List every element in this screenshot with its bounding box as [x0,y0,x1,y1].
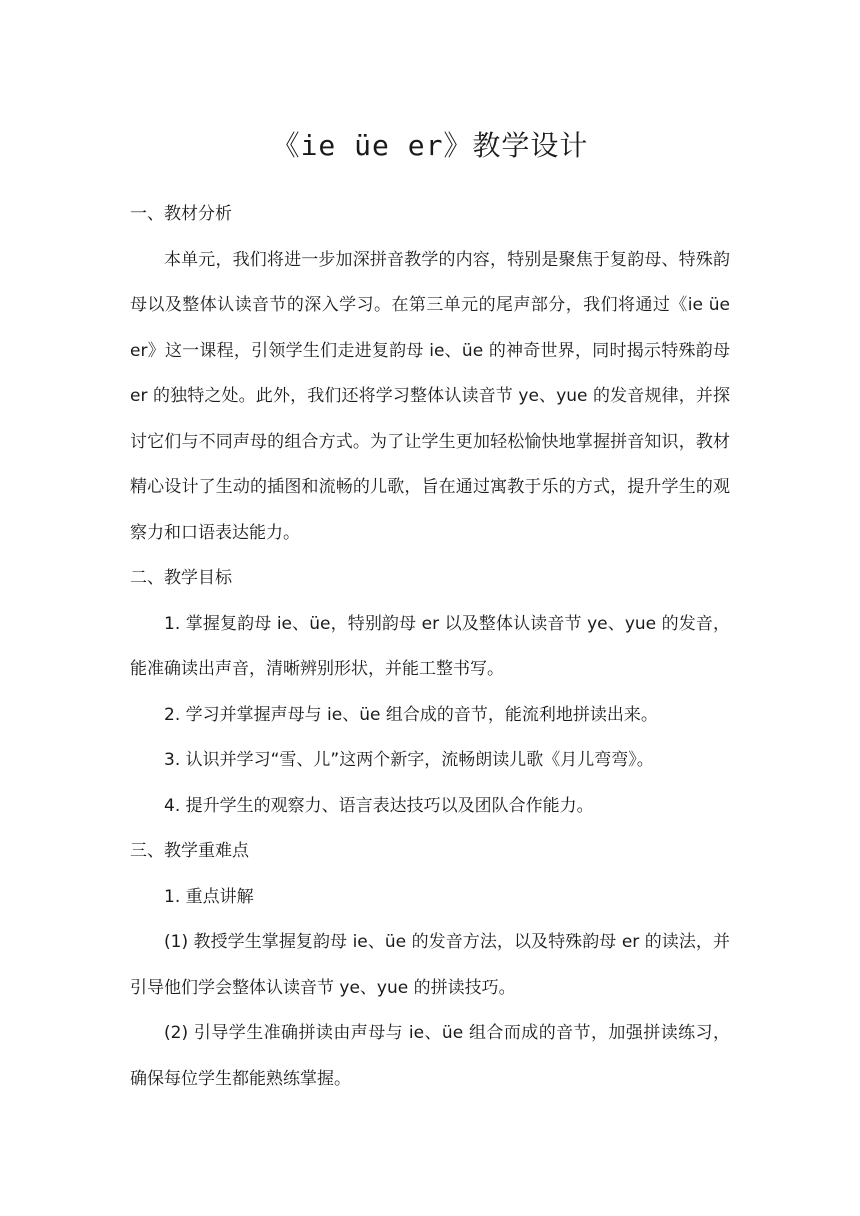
section-heading: 一、教材分析 [130,204,232,224]
section-teaching-objectives [130,556,730,829]
paragraph: 本单元，我们将进一步加深拼音教学的内容，特别是聚焦于复韵母、特殊韵母以及整体认读音节的深入学习。在第三单元的尾声部分，我们将通过《ie üe er》这一课程，引领学生们走进复韵母 ie、üe 的神奇世界，同时揭示特殊韵母 er 的独特之处。此外，我们还将学习整体认读音节 ye、yue 的发音规律，并探讨它们与不同声母的组合方式。为了让学生更加轻松愉快地掌握拼音知识，教材精心设计了生动的插图和流畅的儿歌，旨在通过寓教于乐的方式，提升学生的观察力和口语表达能力。 [130,249,730,543]
paragraph: 1. 重点讲解 [164,886,254,907]
paragraph: (2) 引导学生准确拼读由声母与 ie、üe 组合而成的音节，加强拼读练习，确保每位学生都能熟练掌握。 [130,1023,730,1089]
paragraph: 4. 提升学生的观察力、语言表达技巧以及团队合作能力。 [164,795,594,816]
section-teaching-material-analysis [130,192,730,556]
section-heading: 三、教学重难点 [130,841,249,861]
document-body [130,192,730,1102]
paragraph: 3. 认识并学习“雪、儿”这两个新字，流畅朗读儿歌《月儿弯弯》。 [164,750,654,770]
paragraph: 1. 掌握复韵母 ie、üe，特别韵母 er 以及整体认读音节 ye、yue 的发音，能准确读出声音，清晰辨别形状，并能工整书写。 [130,613,730,679]
section-heading: 二、教学目标 [130,568,232,588]
paragraph: 2. 学习并掌握声母与 ie、üe 组合成的音节，能流利地拼读出来。 [164,704,658,725]
paragraph: (1) 教授学生掌握复韵母 ie、üe 的发音方法，以及特殊韵母 er 的读法，并引导他们学会整体认读音节 ye、yue 的拼读技巧。 [130,932,730,998]
document-title: 《ie üe er》教学设计 [271,129,589,162]
section-key-and-difficult-points [130,829,730,1102]
